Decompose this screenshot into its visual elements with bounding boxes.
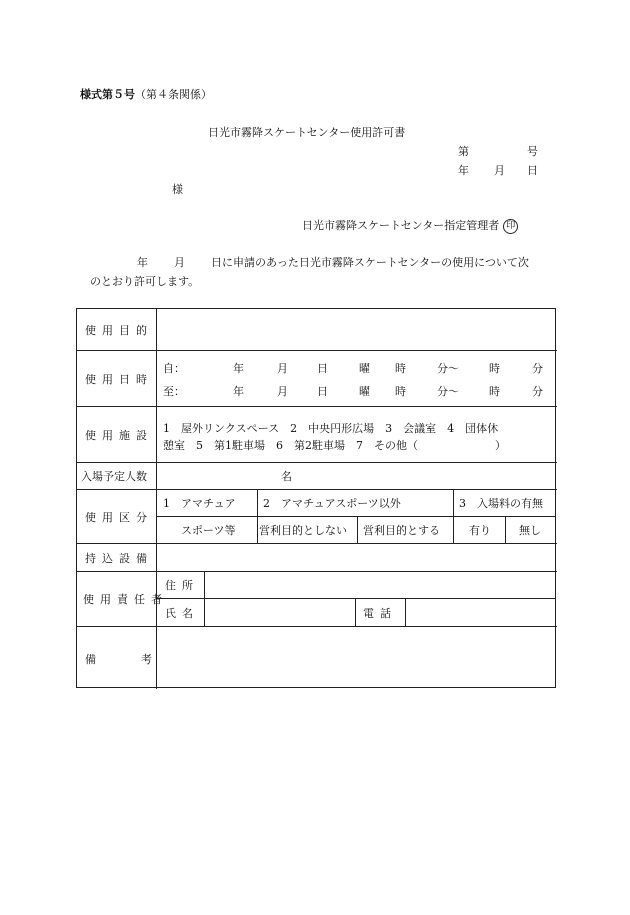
attendance-unit: 名 (281, 470, 292, 483)
category-non-amateur: 2 アマチュアスポーツ以外 (263, 497, 401, 510)
addressee-sama: 様 (172, 183, 183, 196)
to-label: 至： (163, 385, 185, 398)
number-go: 号 (527, 145, 538, 158)
name-label: 氏名 (165, 607, 199, 620)
address-label: 住所 (165, 579, 199, 592)
seal-stamp: 印 (503, 219, 518, 234)
purpose-label: 使用目的 (85, 324, 153, 337)
to-hour-1: 時 (489, 362, 500, 375)
manager-label: 使用責任者 (83, 593, 168, 606)
to-minute-1: 分 (532, 362, 543, 375)
to-day: 日 (317, 385, 328, 398)
from-month: 月 (277, 362, 288, 375)
facility-options-line2: 憩室 5 第1駐車場 6 第2駐車場 7 その他（ ） (163, 439, 506, 452)
permit-statement-line2: のとおり許可します。 (90, 275, 200, 288)
permit-table (76, 308, 556, 688)
phone-label: 電話 (363, 607, 397, 620)
to-month: 月 (277, 385, 288, 398)
category-label: 使用区分 (85, 511, 153, 524)
from-year: 年 (233, 362, 244, 375)
equipment-label: 持込設備 (85, 552, 153, 565)
remarks-label-b: 考 (141, 653, 152, 666)
date-year: 年 (458, 164, 469, 177)
document-title: 日光市霧降スケートセンター使用許可書 (208, 126, 406, 139)
to-year: 年 (233, 385, 244, 398)
datetime-label: 使用日時 (85, 373, 153, 386)
facility-label: 使用施設 (85, 429, 153, 442)
category-profit: 営利目的とする (363, 524, 440, 537)
from-minute-tilde: 分～ (437, 362, 459, 375)
form-number: 様式第５号（第４条関係） (80, 88, 212, 101)
category-sports: スポーツ等 (181, 524, 236, 537)
issuer: 日光市霧降スケートセンター指定管理者 印 (302, 217, 518, 234)
number-dai: 第 (458, 145, 469, 158)
from-day: 日 (317, 362, 328, 375)
date-month: 月 (494, 164, 505, 177)
category-amateur: 1 アマチュア (163, 497, 236, 510)
from-label: 自： (163, 362, 185, 375)
to-weekday: 曜 (359, 385, 370, 398)
remarks-label-a: 備 (85, 653, 96, 666)
admission-no: 無し (519, 524, 541, 537)
to-minute-tilde: 分～ (437, 385, 459, 398)
from-weekday: 曜 (359, 362, 370, 375)
admission-yes: 有り (469, 524, 491, 537)
category-admission: 3 入場料の有無 (459, 497, 543, 510)
to-hour: 時 (395, 385, 406, 398)
attendance-label: 入場予定人数 (81, 470, 147, 483)
permit-statement-line1: 年 月 日に申請のあった日光市霧降スケートセンターの使用について次 (137, 256, 529, 269)
to-hour-2: 時 (489, 385, 500, 398)
facility-options-line1: 1 屋外リンクスペース 2 中央円形広場 3 会議室 4 団体休 (163, 422, 499, 435)
from-hour: 時 (395, 362, 406, 375)
category-nonprofit: 営利目的としない (259, 524, 347, 537)
to-minute-2: 分 (532, 385, 543, 398)
form-reference: （第４条関係） (135, 88, 212, 101)
date-day: 日 (527, 164, 538, 177)
